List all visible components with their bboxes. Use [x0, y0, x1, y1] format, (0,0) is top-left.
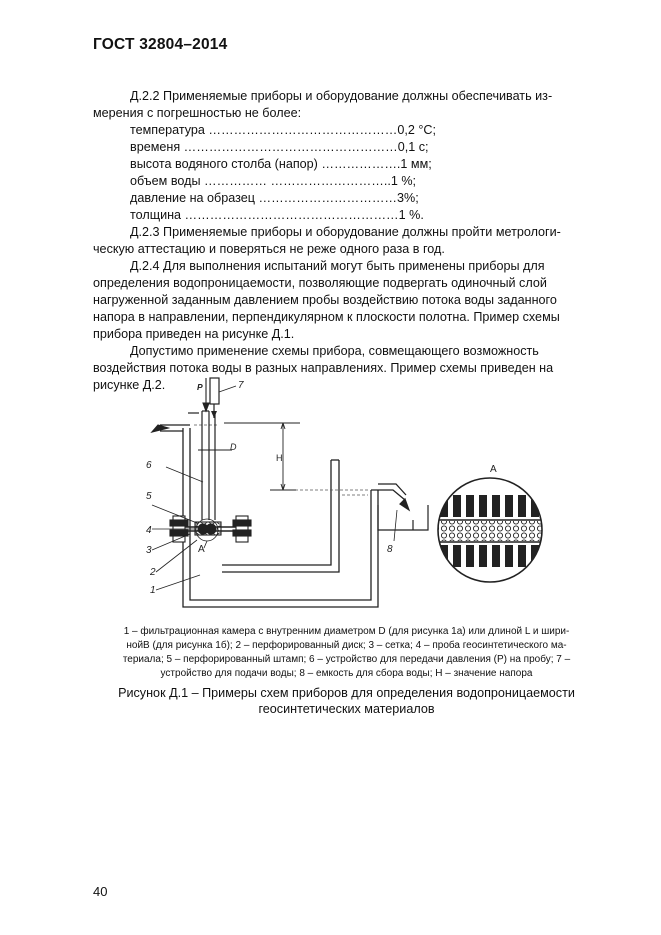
pressure-device: [188, 411, 215, 520]
figure-legend-line1: 1 – фильтрационная камера с внутренним диаметром D (для рисунка 1а) или длиной L и шири-: [123, 626, 570, 637]
label-3: 3: [146, 545, 152, 556]
d22-line1: Д.2.2 Применяемые приборы и оборудование должны обеспечивать из-: [130, 89, 553, 103]
label-5: 5: [146, 491, 152, 502]
label-a-callout: A: [198, 544, 205, 555]
label-d: D: [230, 442, 237, 452]
d23-line2: ческую аттестацию и поверяться не реже одного раза в год.: [93, 242, 445, 256]
figure-title-line2: геосинтетических материалов: [258, 702, 435, 716]
label-6: 6: [146, 460, 152, 471]
measure-item-pressure: давление на образец ……………………………3%;: [130, 191, 419, 205]
measure-item-thickness: толщина ……………………………………………1 %.: [130, 208, 424, 222]
measure-item-volume: объем воды …………… ………………………..1 %;: [130, 174, 417, 188]
d25-line1: Допустимо применение схемы прибора, совмещающего возможность: [130, 344, 539, 358]
d24-line1: Д.2.4 Для выполнения испытаний могут быть применены приборы для: [130, 259, 545, 273]
figure-legend-line3: териала; 5 – перфорированный штамп; 6 – устройство для передачи давления (P) на пробу; 7 –: [122, 654, 571, 665]
label-detail-a: A: [490, 464, 497, 475]
measure-item-head: высота водяного столба (напор) ……………….1 мм;: [130, 157, 432, 171]
d24-line2: определения водопроницаемости, позволяющие подвергать одиночный слой: [93, 276, 547, 290]
label-1: 1: [150, 585, 156, 596]
label-h: H: [276, 453, 283, 463]
d22-line2: мерения с погрешностью не более:: [93, 106, 302, 120]
label-8: 8: [387, 544, 393, 555]
d25-line3: рисунке Д.2.: [93, 378, 166, 392]
figure-legend-line4: устройство для подачи воды; 8 – емкость для сбора воды; H – значение напора: [160, 668, 533, 679]
d25-line2: воздействия потока воды в разных направлениях. Пример схемы приведен на: [93, 361, 554, 375]
d24-line4: напора в направлении, перпендикулярном к плоскости полотна. Пример схемы: [93, 310, 560, 324]
measure-item-time: временя ……………………………………………0,1 с;: [130, 140, 429, 154]
label-2: 2: [150, 567, 156, 578]
document-header: ГОСТ 32804–2014: [93, 36, 228, 53]
water-collector: [378, 505, 428, 530]
figure-title-line1: Рисунок Д.1 – Примеры схем приборов для определения водопроницаемости: [118, 686, 575, 700]
figure-legend-line2: нойB (для рисунка 1б); 2 – перфорированный диск; 3 – сетка; 4 – проба геосинтетического ма-: [126, 640, 567, 651]
measure-item-temperature: температура ………………………………………0,2 °С;: [130, 123, 436, 137]
d24-line5: прибора приведен на рисунке Д.1.: [93, 327, 295, 341]
label-4: 4: [146, 525, 152, 536]
d23-line1: Д.2.3 Применяемые приборы и оборудование должны пройти метрологи-: [130, 225, 561, 239]
label-7: 7: [238, 380, 244, 391]
label-p: P: [197, 382, 203, 392]
page-number: 40: [93, 884, 108, 899]
detail-a-magnified: [430, 480, 550, 580]
d24-line3: нагруженной заданным давлением пробы воздействию потока воды заданного: [93, 293, 557, 307]
